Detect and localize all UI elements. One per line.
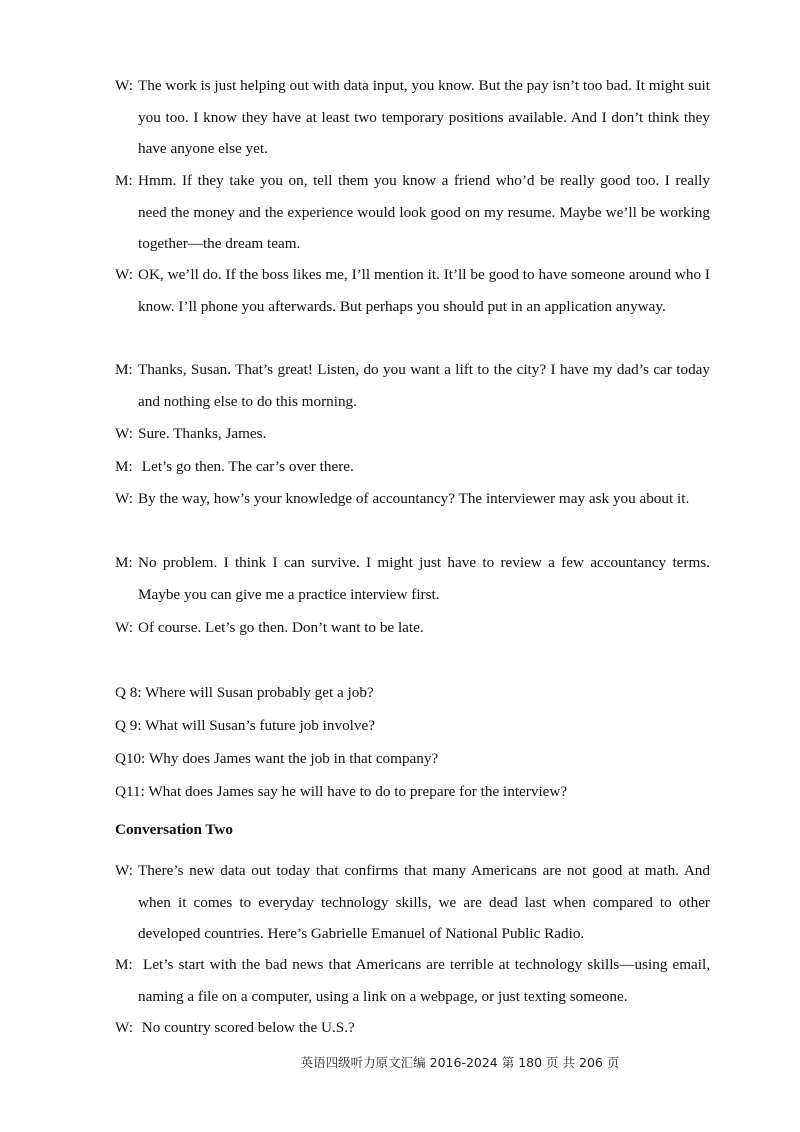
turn-text: Thanks, Susan. That’s great! Listen, do you want a lift to the city? I have my dad’s car today and nothing else to do this morning. [138,361,710,410]
question-line: Q 9: What will Susan’s future job involve? [115,717,375,734]
turn-text: No problem. I think I can survive. I might just have to review a few accountancy terms. Maybe you can give me a practice interview first. [138,554,710,603]
speaker-label: M: [115,554,133,571]
turn-text: By the way, how’s your knowledge of accountancy? The interviewer may ask you about it. [138,490,690,507]
dialogue-turn [115,547,710,610]
turn-text: No country scored below the U.S.? [138,1019,355,1036]
speaker-label: W: [115,77,133,94]
turn-text: The work is just helping out with data input, you know. But the pay isn’t too bad. It might suit you too. I know they have at least two temporary positions available. And I don’t think they have anyone else yet. [138,77,710,157]
dialogue-turn [115,612,710,644]
turn-text: Let’s go then. The car’s over there. [138,458,354,475]
speaker-label: W: [115,266,133,283]
speaker-label: W: [115,862,133,879]
speaker-label: W: [115,425,133,442]
turn-text: OK, we’ll do. If the boss likes me, I’ll mention it. It’ll be good to have someone around who I know. I’ll phone you afterwards. But perhaps you should put in an application anyway. [138,266,710,315]
dialogue-turn [115,451,710,483]
turn-text: Let’s start with the bad news that Americans are terrible at technology skills—using email, naming a file on a computer, using a link on a webpage, or just texting someone. [138,956,710,1005]
dialogue-turn [115,165,710,260]
dialogue-turn [115,1012,710,1044]
speaker-label: M: [115,956,133,973]
speaker-label: M: [115,361,133,378]
speaker-label: M: [115,458,133,475]
dialogue-turn [115,483,710,515]
page-footer: 英语四级听力原文汇编 2016-2024 第 180 页 共 206 页 [300,1055,620,1070]
speaker-label: M: [115,172,133,189]
dialogue-turn [115,354,710,417]
turn-text: Hmm. If they take you on, tell them you know a friend who’d be really good too. I really need the money and the experience would look good on my resume. Maybe we’ll be working together—the dream team. [138,172,710,252]
turn-text: Of course. Let’s go then. Don’t want to be late. [138,619,424,636]
dialogue-turn [115,949,710,1012]
question-line: Q11: What does James say he will have to do to prepare for the interview? [115,783,568,800]
dialogue-turn [115,259,710,322]
turn-text: There’s new data out today that confirms that many Americans are not good at math. And when it comes to everyday technology skills, we are dead last when compared to other developed countries. Here’s Gabrielle Emanuel of National Public Radio. [138,862,710,942]
speaker-label: W: [115,490,133,507]
question-line: Q 8: Where will Susan probably get a job? [115,684,374,701]
speaker-label: W: [115,1019,133,1036]
question-line: Q10: Why does James want the job in that company? [115,750,439,767]
dialogue-turn [115,855,710,950]
dialogue-turn [115,418,710,450]
section-title: Conversation Two [115,821,233,838]
dialogue-turn [115,70,710,165]
speaker-label: W: [115,619,133,636]
turn-text: Sure. Thanks, James. [138,425,267,442]
